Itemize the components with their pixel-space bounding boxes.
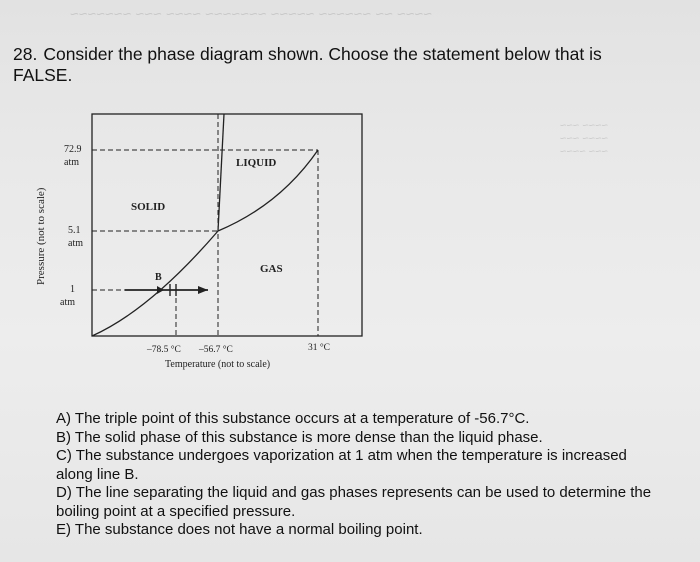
- answer-letter: C): [56, 447, 72, 464]
- answer-letter: E): [56, 521, 71, 538]
- phase-diagram-svg: [30, 110, 375, 395]
- fusion-line: [218, 114, 224, 231]
- y-axis-label: Pressure (not to scale): [35, 187, 47, 285]
- sublimation-curve: [92, 231, 218, 336]
- region-label-solid: SOLID: [131, 201, 166, 213]
- region-label-liquid: LIQUID: [236, 157, 277, 169]
- question-number: 28.: [13, 44, 38, 64]
- answer-text: The line separating the liquid and gas phases represents can be used to determine the boiling point at a specified pressure.: [56, 484, 652, 520]
- arrow-head-icon: [198, 286, 208, 294]
- plot-frame: [92, 114, 362, 336]
- answer-choices: [56, 410, 666, 540]
- pressure-tick-value: 5.1: [68, 225, 81, 236]
- question-text: Consider the phase diagram shown. Choose the statement below that is FALSE.: [13, 44, 602, 85]
- phase-diagram: [30, 110, 375, 395]
- answer-choice[interactable]: [56, 484, 666, 521]
- bleed-through-text: ~~~~ ~~ ~~~~~~ ~~~~~ ~~~~~~~ ~~~~ ~~~ ~~~~~~~: [70, 6, 433, 23]
- answer-text: The triple point of this substance occurs at a temperature of -56.7°C.: [74, 410, 530, 427]
- bleed-through-text: ~~~~ ~~~ ~~~~ ~~~ ~~~ ~~~~: [560, 120, 609, 158]
- answer-choice[interactable]: [56, 521, 666, 540]
- question-title: [13, 44, 663, 86]
- answer-choice[interactable]: [56, 447, 666, 484]
- line-b-label: B: [155, 272, 162, 283]
- pressure-tick-value: 72.9: [64, 144, 82, 155]
- answer-letter: D): [56, 484, 72, 501]
- answer-text: The substance undergoes vaporization at 1 atm when the temperature is increased along line B.: [56, 447, 627, 483]
- pressure-tick-unit: atm: [64, 157, 79, 168]
- x-axis-label: Temperature (not to scale): [165, 359, 271, 370]
- pressure-tick-value: 1: [70, 284, 75, 295]
- region-label-gas: GAS: [260, 263, 283, 275]
- temperature-tick-label: –78.5 °C: [147, 345, 181, 355]
- pressure-tick-unit: atm: [60, 297, 75, 308]
- temperature-tick-label: –56.7 °C: [199, 345, 233, 355]
- answer-text: The solid phase of this substance is more dense than the liquid phase.: [74, 428, 543, 446]
- pressure-tick-unit: atm: [68, 238, 83, 249]
- answer-letter: A): [56, 410, 71, 427]
- answer-choice[interactable]: [56, 410, 666, 429]
- temperature-tick-label: 31 °C: [308, 343, 331, 353]
- answer-letter: B): [56, 428, 71, 446]
- answer-text: The substance does not have a normal boiling point.: [74, 521, 423, 538]
- answer-choice[interactable]: [56, 429, 666, 448]
